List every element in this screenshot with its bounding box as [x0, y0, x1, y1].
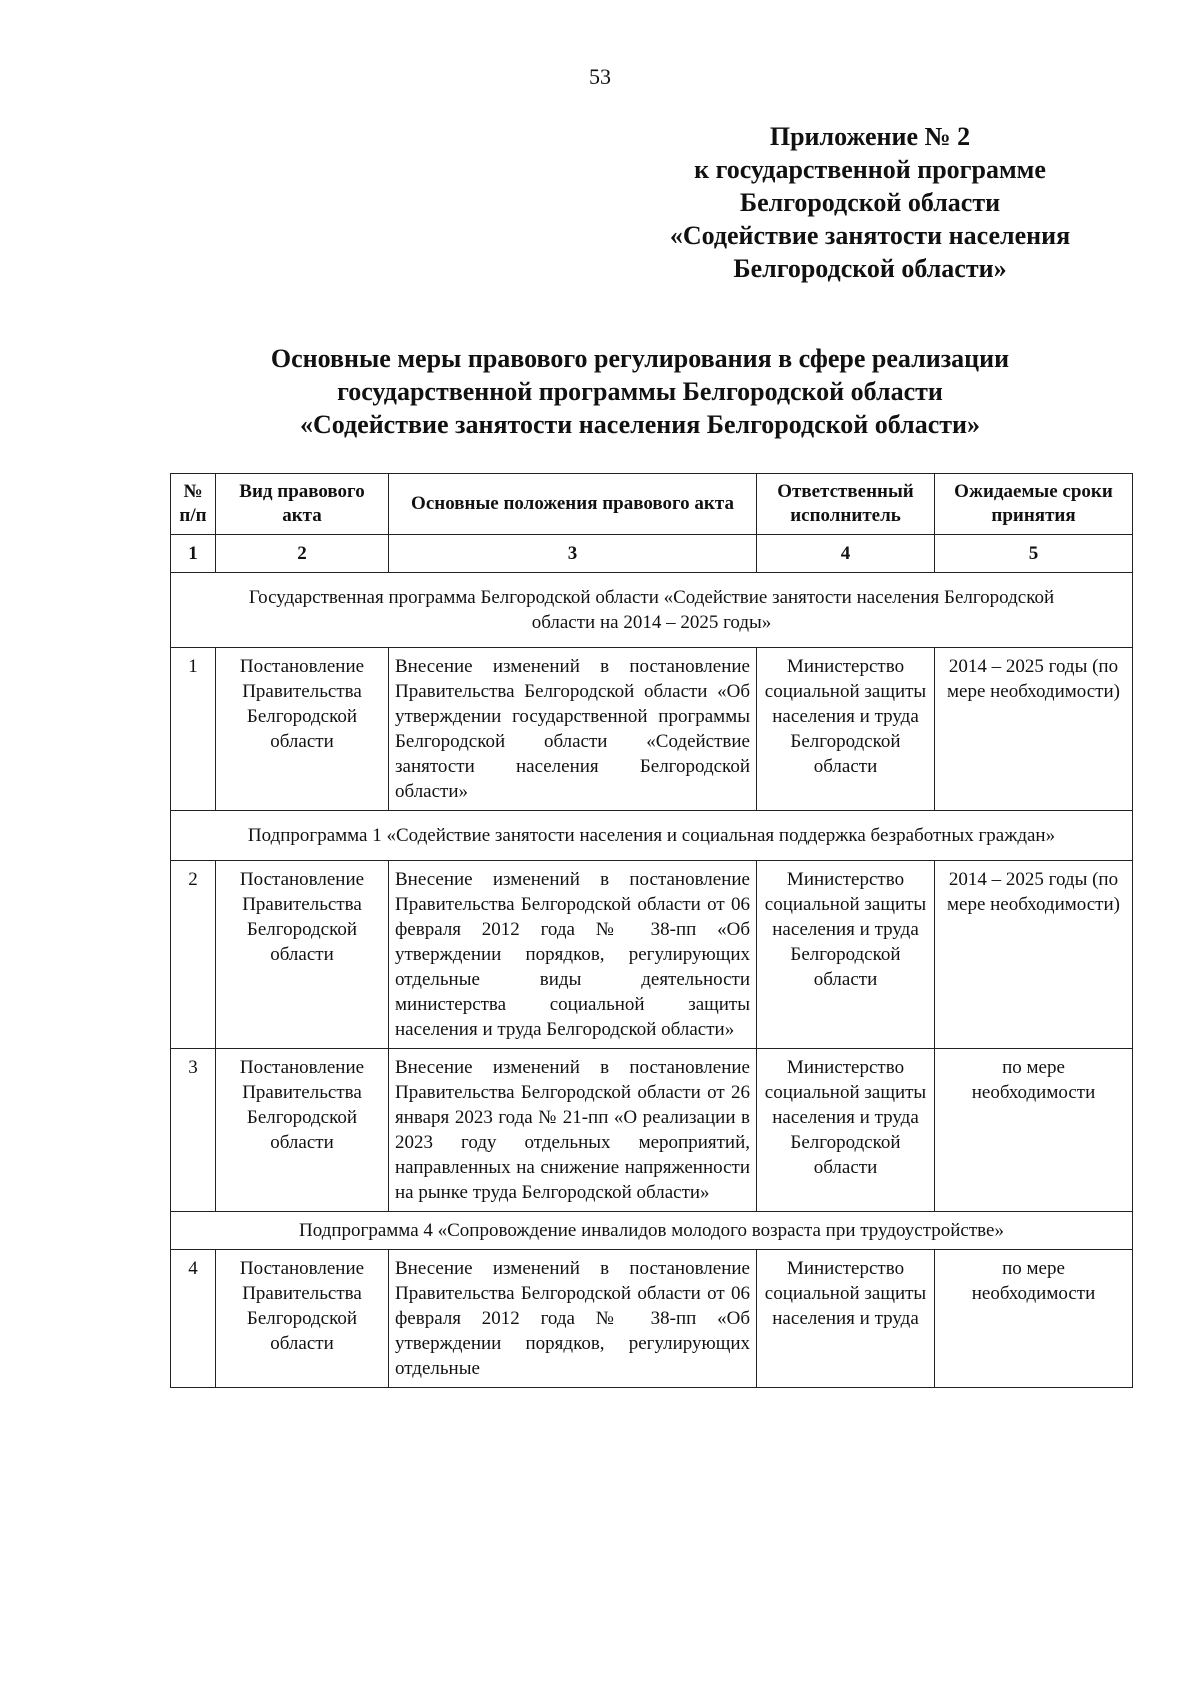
appendix-line: Белгородской области: [739, 188, 1001, 217]
adoption-term: по мере необходимости: [935, 1250, 1133, 1388]
legal-measures-table: [170, 473, 1133, 1388]
section-title: Подпрограмма 1 «Содействие занятости населения и социальная поддержка безработных граждан»: [171, 811, 1133, 861]
appendix-line: «Содействие занятости населения: [669, 221, 1071, 250]
column-number: 1: [171, 535, 216, 573]
header-term: Ожидаемые сроки принятия: [935, 474, 1133, 535]
adoption-term: 2014 – 2025 годы (по мере необходимости): [935, 861, 1133, 1049]
title-line: государственной программы Белгородской области: [337, 377, 943, 406]
section-row: [171, 573, 1133, 648]
section-title: Подпрограмма 4 «Сопровождение инвалидов молодого возраста при трудоустройстве»: [171, 1212, 1133, 1250]
act-provisions: Внесение изменений в постановление Правительства Белгородской области от 06 февраля 2012 года № 38-пп «Об утверждении порядков, регулирующих отдельные виды деятельности министерства социальной защиты населения и труда Белгородской области»: [389, 861, 757, 1049]
act-provisions: Внесение изменений в постановление Правительства Белгородской области от 06 февраля 2012 года № 38-пп «Об утверждении порядков, регулирующих отдельные: [389, 1250, 757, 1388]
column-number: 2: [216, 535, 389, 573]
appendix-line: к государственной программе: [694, 155, 1046, 184]
header-provisions: Основные положения правового акта: [389, 474, 757, 535]
table-row: [171, 1049, 1133, 1212]
table-row: [171, 648, 1133, 811]
act-kind: Постановление Правительства Белгородской области: [216, 861, 389, 1049]
column-number: 3: [389, 535, 757, 573]
section-row: [171, 811, 1133, 861]
table-header-row: [171, 474, 1133, 535]
act-provisions: Внесение изменений в постановление Правительства Белгородской области «Об утверждении государственной программы Белгородской области «Содействие занятости населения Белгородской области»: [389, 648, 757, 811]
column-number: 5: [935, 535, 1133, 573]
executor: Министерство социальной защиты населения и труда Белгородской области: [757, 861, 935, 1049]
column-number-row: [171, 535, 1133, 573]
act-kind: Постановление Правительства Белгородской области: [216, 648, 389, 811]
row-number: 4: [171, 1250, 216, 1388]
appendix-line: Белгородской области»: [733, 254, 1007, 283]
page-number: 53: [589, 64, 611, 89]
act-kind: Постановление Правительства Белгородской области: [216, 1049, 389, 1212]
act-kind: Постановление Правительства Белгородской области: [216, 1250, 389, 1388]
executor: Министерство социальной защиты населения и труда Белгородской области: [757, 648, 935, 811]
executor: Министерство социальной защиты населения и труда: [757, 1250, 935, 1388]
title-line: «Содействие занятости населения Белгородской области»: [299, 410, 981, 439]
row-number: 2: [171, 861, 216, 1049]
row-number: 3: [171, 1049, 216, 1212]
table-row: [171, 861, 1133, 1049]
adoption-term: по мере необходимости: [935, 1049, 1133, 1212]
act-provisions: Внесение изменений в постановление Правительства Белгородской области от 26 января 2023 года № 21-пп «О реализации в 2023 году отдельных мероприятий, направленных на снижение напряженности на рынке труда Белгородской области»: [389, 1049, 757, 1212]
row-number: 1: [171, 648, 216, 811]
adoption-term: 2014 – 2025 годы (по мере необходимости): [935, 648, 1133, 811]
title-line: Основные меры правового регулирования в сфере реализации: [270, 344, 1010, 373]
table-row: [171, 1250, 1133, 1388]
appendix-header: [610, 120, 1130, 285]
header-kind: Вид правового акта: [216, 474, 389, 535]
column-number: 4: [757, 535, 935, 573]
document-title: [140, 342, 1140, 441]
section-row: [171, 1212, 1133, 1250]
section-title: Государственная программа Белгородской области «Содействие занятости населения Белгородской области на 2014 – 2025 годы»: [171, 573, 1133, 648]
executor: Министерство социальной защиты населения и труда Белгородской области: [757, 1049, 935, 1212]
header-executor: Ответственный исполнитель: [757, 474, 935, 535]
appendix-line: Приложение № 2: [769, 122, 971, 151]
header-num: № п/п: [171, 474, 216, 535]
